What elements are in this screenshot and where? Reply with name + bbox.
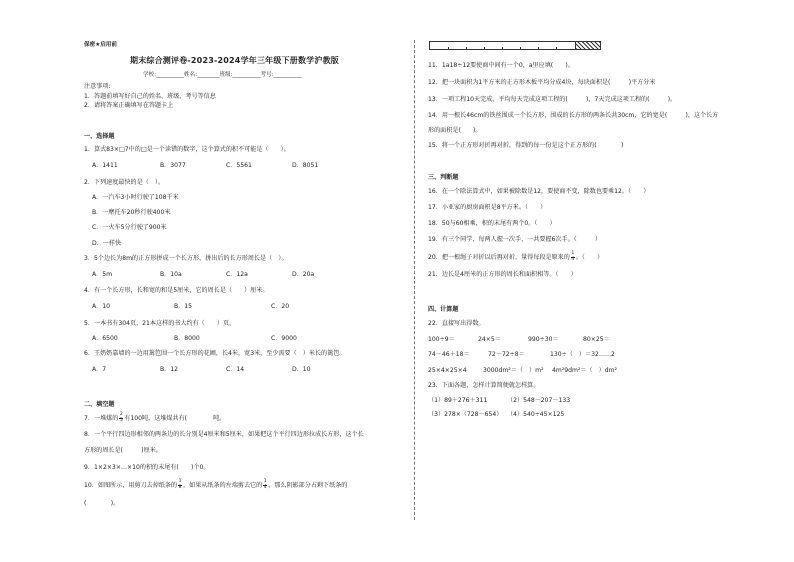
note-item: 1．答题前填写好自己的姓名、班级、考号等信息	[84, 93, 216, 100]
question-9: 9．1×2×3×…×10的积的末尾有( )个0。	[84, 464, 210, 471]
section-title-judge: 三、判断题	[428, 174, 459, 181]
strip-tick	[556, 47, 557, 49]
question-13: 13．一项工程10天完成，平均每天完成这项工程的( )，7天完成这项工程的( )。	[428, 96, 677, 103]
question-11: 11．1a18÷12要使商中间有一个0，a里应填( )。	[428, 62, 574, 69]
q2-option-a: A．一汽车3小时行驶了108千米	[92, 194, 179, 201]
q5-option-b: B．8000	[174, 335, 200, 342]
q6-option-b: B．12	[160, 366, 179, 373]
fraction: $\frac{1}{8}$	[178, 479, 182, 490]
notes-title: 注意事项:	[84, 83, 111, 90]
note-item: 2．请将答案正确填写在答题卡上	[84, 102, 174, 109]
student-info-line: 学校:__________姓名:________班级:__________考号:__________	[143, 72, 302, 78]
question-22: 22．直接写出得数。	[428, 320, 485, 327]
fraction: $\frac{2}{5}$	[119, 412, 123, 423]
calc-item: 130÷（ ）＝32……2	[550, 351, 615, 358]
q4-option-b: B．15	[174, 303, 193, 310]
calc-item: 72－72÷8＝	[488, 351, 525, 358]
question-2: 2．下列速度最快的是（ ）。	[84, 179, 165, 186]
calc-item: （4）540÷45×125	[507, 411, 565, 418]
strip-tick	[538, 47, 539, 49]
q5-option-c: C．9000	[271, 335, 297, 342]
q2-option-b: B．一摩托车20秒行驶400米	[92, 209, 171, 216]
question-10: 10．如图所示，用剪刀去掉纸条的 $\frac{1}{8}$ ，如果从纸条的左端剪去它的 $\frac{1}{4}$ ，那么阴影部分占剩下纸条的	[84, 479, 348, 490]
question-17: 17．小亚家的厨房面积是8平方米。（ ）	[428, 204, 547, 211]
question-21: 21．边长是4厘米的正方形的周长和面积相等。（ ）	[428, 271, 577, 278]
calc-item: 990÷30＝	[528, 336, 559, 343]
calc-item: 3000dm²＝（ ）m²	[483, 367, 544, 374]
q4-option-a: A．10	[92, 303, 111, 310]
question-1: 1．算式83×□7中的□是一个读错的数字，这个算式的积不可能是（ ）。	[84, 146, 290, 153]
strip-tick	[466, 47, 467, 49]
calc-item: （2）548－207－133	[507, 397, 571, 404]
strip-shaded-part	[575, 42, 600, 49]
question-12: 12．把一块面积为1平方米的正方形木板平均分成4块，每块面积是( )平方分米	[428, 79, 656, 86]
question-23: 23．下面各题，怎样计算简便就怎样算。	[428, 382, 540, 389]
question-5: 5．一本书有304页，21本这样的书大约有（ ）页。	[84, 320, 236, 327]
strip-tick	[520, 47, 521, 49]
calc-item: （3）278×（728－654）	[428, 411, 503, 418]
q2-option-c: C．一火车5分行驶了900米	[92, 224, 167, 231]
calc-item: 24×5＝	[478, 336, 501, 343]
exam-title: 期末综合测评卷-2023-2024学年三年级下册数学沪教版	[130, 56, 339, 65]
paper-strip-figure	[429, 41, 601, 50]
question-8-line-2: 方形的周长是( )厘米。	[84, 447, 162, 454]
section-title-calc: 四、计算题	[428, 306, 459, 313]
confidential-mark: 保密★启用前	[84, 42, 117, 48]
question-16: 16．在一个除法算式中，如果被除数是12，要使商不变，除数也要乘12。（ ）	[428, 188, 650, 195]
calc-item: 4m²9dm²＝（ ）dm²	[552, 367, 618, 374]
strip-tick	[502, 47, 503, 49]
question-15: 15．将一个正方形对折再对折，得到的每一份是这个正方形的( )	[428, 142, 624, 149]
fraction: $\frac{1}{4}$	[571, 251, 575, 262]
q1-option-d: D．8051	[292, 162, 319, 169]
q3-option-d: D．20a	[292, 271, 315, 278]
q5-option-a: A．6500	[92, 335, 118, 342]
strip-segments	[430, 42, 576, 49]
question-8-line-1: 8．一个平行四边形相邻的两条边的长分别是4厘米和5厘米，如果把这个平行四边形拉成长方形，这个长	[84, 431, 364, 438]
q3-option-b: B．10a	[160, 271, 182, 278]
q3-option-a: A．5m	[92, 271, 113, 278]
question-18: 18．50与60相乘，积的末尾有两个0。（ ）	[428, 220, 556, 227]
calc-item: 100÷9＝	[428, 336, 455, 343]
question-14-line-1: 14．用一根长46cm的铁丝围成一个长方形，围成的长方形的两条长共30cm，它的宽是( )，这个长方	[428, 112, 719, 119]
q3-option-c: C．12a	[226, 271, 248, 278]
q6-option-d: D．10	[292, 366, 311, 373]
question-3: 3．5个边长为8m的正方形拼成一个长方形，拼出后的长方形周长是（ ）。	[84, 255, 288, 262]
calc-item: 80×25＝	[583, 336, 610, 343]
fraction: $\frac{1}{4}$	[263, 479, 267, 490]
q2-option-d: D．一样快	[92, 240, 122, 247]
q6-option-a: A．7	[92, 366, 107, 373]
q4-option-c: C．20	[271, 303, 290, 310]
question-4: 4．有一个长方形，长和宽的和是5厘米，它的周长是（ ）厘米。	[84, 287, 269, 294]
strip-tick	[448, 47, 449, 49]
q1-option-a: A．1411	[92, 162, 118, 169]
section-title-fill: 二、填空题	[84, 401, 115, 408]
section-title-choice: 一、选择题	[84, 133, 115, 140]
q6-option-c: C．14	[226, 366, 245, 373]
question-19: 19．有三个同学，每两人握一次手，一共要握6次手。（ ）	[428, 236, 602, 243]
calc-item: 25×4×25×4	[428, 367, 467, 374]
calc-item: 74－46＋18＝	[428, 351, 470, 358]
question-7: 7．一堆煤的 $\frac{2}{5}$ 有100吨，这堆煤共有( 吨。	[84, 412, 226, 423]
question-6: 6．王奶奶靠墙的一边用篱笆围一个长方形的花圃，长4米，宽3米，至少需要（ ）米长的篱笆。	[84, 350, 346, 357]
question-20: 20．把一根绳子对折以后再对折，量得每段是原来的 $\frac{1}{4}$ 。（ ）	[428, 251, 604, 262]
question-10-line-2: ( )。	[84, 500, 120, 507]
q1-option-b: B．3077	[160, 162, 186, 169]
column-divider	[414, 40, 415, 520]
question-14-line-2: 形的面积是( )。	[428, 127, 482, 134]
strip-tick	[484, 47, 485, 49]
calc-item: （1）89＋276＋311	[428, 397, 488, 404]
q1-option-c: C．5561	[226, 162, 252, 169]
